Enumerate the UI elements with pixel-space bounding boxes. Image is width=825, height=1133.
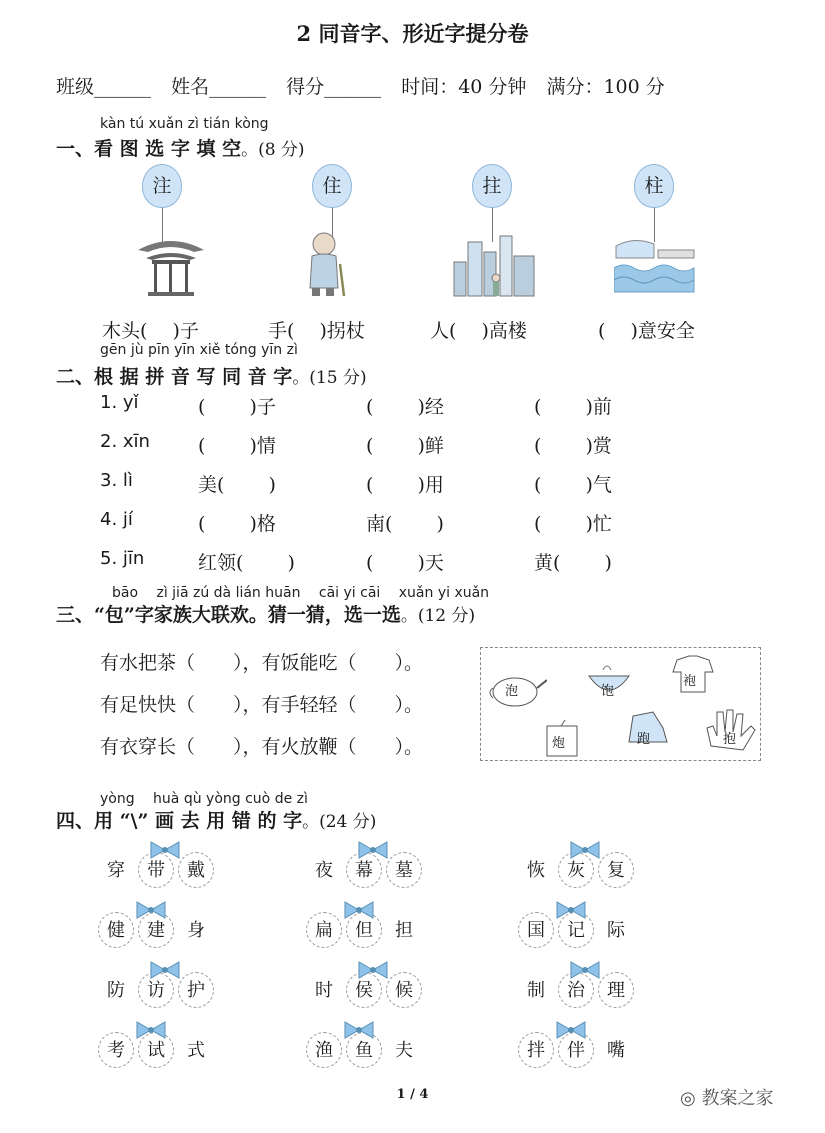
- bow-icon: [148, 840, 182, 860]
- blank-item[interactable]: ( )赏: [534, 435, 612, 457]
- bow-icon: [134, 1020, 168, 1040]
- blank-item[interactable]: ( )天: [366, 552, 444, 574]
- char-option[interactable]: 灰: [558, 852, 594, 888]
- char-option[interactable]: 访: [138, 972, 174, 1008]
- balloon-2: 拄: [472, 164, 512, 208]
- char-option[interactable]: 恢: [527, 860, 545, 881]
- page-number: 1 / 4: [396, 1087, 429, 1102]
- blank-item[interactable]: ( )鲜: [366, 435, 444, 457]
- char-option[interactable]: 治: [558, 972, 594, 1008]
- name-field[interactable]: 姓名______: [171, 76, 267, 98]
- s1-pinyin: kàn tú xuǎn zì tián kòng: [100, 116, 269, 132]
- char-group: [306, 852, 426, 892]
- s3-title: 三、“包”字家族大联欢。猜一猜，选一选: [56, 604, 401, 626]
- char-option[interactable]: 幕: [346, 852, 382, 888]
- blank-item[interactable]: ( )忙: [534, 513, 612, 535]
- char-option[interactable]: 但: [346, 912, 382, 948]
- bow-icon: [554, 900, 588, 920]
- robe-option[interactable]: [669, 652, 715, 692]
- header-info: [56, 72, 679, 99]
- pinyin-label: 2. xīn: [100, 431, 150, 452]
- page-title: 2 同音字、形近字提分卷: [296, 21, 529, 46]
- char-option[interactable]: 身: [187, 920, 205, 941]
- option-pao-robe: 袍: [683, 674, 697, 689]
- score-field[interactable]: 得分______: [286, 76, 382, 98]
- char-option[interactable]: 侯: [346, 972, 382, 1008]
- fill-blank-3[interactable]: ( )意安全: [598, 320, 695, 342]
- bow-icon: [554, 1020, 588, 1040]
- riddle-line-2[interactable]: 有衣穿长（ ），有火放鞭（ ）。: [100, 736, 424, 758]
- s3-points: 。(12 分): [400, 606, 476, 626]
- char-group: [98, 852, 218, 892]
- char-option[interactable]: 记: [558, 912, 594, 948]
- char-group: [98, 1032, 218, 1072]
- option-bao: 饱: [601, 684, 615, 699]
- char-option[interactable]: 带: [138, 852, 174, 888]
- blank-item[interactable]: 红领( ): [198, 552, 295, 574]
- char-option[interactable]: 拌: [518, 1032, 554, 1068]
- fill-blank-1[interactable]: 手( )拐杖: [268, 320, 365, 342]
- class-field[interactable]: 班级______: [56, 76, 152, 98]
- char-option[interactable]: 渔: [306, 1032, 342, 1068]
- char-option[interactable]: 伴: [558, 1032, 594, 1068]
- char-option[interactable]: 夜: [315, 860, 333, 881]
- teapot-option[interactable]: [487, 668, 533, 708]
- char-option[interactable]: 鱼: [346, 1032, 382, 1068]
- char-option[interactable]: 考: [98, 1032, 134, 1068]
- char-option[interactable]: 担: [395, 920, 413, 941]
- char-group: [306, 1032, 426, 1072]
- s1-heading: [56, 134, 305, 161]
- s2-points: 。(15 分): [292, 368, 367, 388]
- fill-blank-0[interactable]: 木头( )子: [102, 320, 199, 342]
- pinyin-label: 4. jí: [100, 509, 133, 530]
- s4-title: 四、用 “\” 画 去 用 错 的 字: [56, 810, 303, 832]
- char-option[interactable]: 护: [178, 972, 214, 1008]
- char-option[interactable]: 复: [598, 852, 634, 888]
- bow-icon: [356, 840, 390, 860]
- pinyin-label: 5. jīn: [100, 548, 145, 569]
- blank-item[interactable]: ( )用: [366, 474, 444, 496]
- old-man-with-cane-picture: [300, 230, 352, 298]
- time-label: 时间：40 分钟: [401, 76, 527, 98]
- balloon-3: 柱: [634, 164, 674, 208]
- char-group: [518, 972, 638, 1012]
- char-group: [306, 912, 426, 952]
- blank-item[interactable]: ( )前: [534, 396, 612, 418]
- char-option[interactable]: 制: [527, 980, 545, 1001]
- shoe-option[interactable]: [623, 708, 669, 748]
- blank-item[interactable]: 黄( ): [534, 552, 612, 574]
- option-bao-hug: 抱: [723, 732, 737, 747]
- bow-icon: [568, 840, 602, 860]
- bow-icon: [148, 960, 182, 980]
- blank-item[interactable]: ( )经: [366, 396, 444, 418]
- s2-pinyin: gēn jù pīn yīn xiě tóng yīn zì: [100, 342, 298, 358]
- bow-icon: [356, 960, 390, 980]
- waves-picture: [614, 236, 696, 294]
- option-pao-run: 跑: [637, 732, 651, 747]
- char-group: [518, 912, 638, 952]
- bow-icon: [568, 960, 602, 980]
- bow-icon: [342, 1020, 376, 1040]
- char-group: [518, 852, 638, 892]
- wechat-icon: ◎: [680, 1088, 696, 1109]
- char-option[interactable]: 试: [138, 1032, 174, 1068]
- s2-heading: [56, 362, 367, 389]
- char-option[interactable]: 建: [138, 912, 174, 948]
- char-option[interactable]: 际: [607, 920, 625, 941]
- riddle-line-0[interactable]: 有水把茶（ ），有饭能吃（ ）。: [100, 652, 424, 674]
- blank-item[interactable]: ( )气: [534, 474, 612, 496]
- char-option[interactable]: 夫: [395, 1040, 413, 1061]
- char-group: [98, 912, 218, 952]
- blank-item[interactable]: ( )情: [198, 435, 276, 457]
- blank-item[interactable]: ( )子: [198, 396, 276, 418]
- hand-option[interactable]: [703, 706, 749, 746]
- char-option[interactable]: 理: [598, 972, 634, 1008]
- char-option[interactable]: 扁: [306, 912, 342, 948]
- balloon-1: 住: [312, 164, 352, 208]
- s3-pinyin: bāo zì jiā zú dà lián huān cāi yi cāi xuǎn yi xuǎn: [112, 585, 490, 601]
- char-option[interactable]: 穿: [107, 860, 125, 881]
- option-paotea: 泡: [505, 684, 519, 699]
- full-score-label: 满分：100 分: [546, 76, 665, 98]
- options-box: [480, 647, 761, 761]
- fill-blank-2[interactable]: 人( )高楼: [430, 320, 527, 342]
- blank-item[interactable]: 美( ): [198, 474, 276, 496]
- char-option[interactable]: 时: [315, 980, 333, 1001]
- char-option[interactable]: 国: [518, 912, 554, 948]
- char-option[interactable]: 候: [386, 972, 422, 1008]
- bow-icon: [134, 900, 168, 920]
- char-group: [98, 972, 218, 1012]
- riddle-line-1[interactable]: 有足快快（ ），有手轻轻（ ）。: [100, 694, 424, 716]
- bow-icon: [342, 900, 376, 920]
- s4-points: 。(24 分): [302, 812, 377, 832]
- char-option[interactable]: 戴: [178, 852, 214, 888]
- char-option[interactable]: 式: [187, 1040, 205, 1061]
- s4-heading: [56, 806, 376, 833]
- s1-title: 一、看 图 选 字 填 空: [56, 138, 242, 160]
- char-option[interactable]: 健: [98, 912, 134, 948]
- char-option[interactable]: 防: [107, 980, 125, 1001]
- char-group: [518, 1032, 638, 1072]
- option-pao-cannon: 炮: [552, 736, 566, 751]
- char-option[interactable]: 嘴: [607, 1040, 625, 1061]
- char-option[interactable]: 墓: [386, 852, 422, 888]
- watermark: [680, 1084, 773, 1110]
- city-buildings-picture: [452, 232, 538, 298]
- blank-item[interactable]: 南( ): [366, 513, 444, 535]
- blank-item[interactable]: ( )格: [198, 513, 276, 535]
- bowl-option[interactable]: [585, 660, 631, 700]
- pinyin-label: 3. lì: [100, 470, 133, 491]
- s3-heading: [56, 600, 475, 627]
- s2-title: 二、根 据 拼 音 写 同 音 字: [56, 366, 293, 388]
- watermark-text: 教案之家: [701, 1088, 774, 1109]
- s4-pinyin: yòng huà qù yòng cuò de zì: [100, 791, 308, 807]
- pinyin-label: 1. yǐ: [100, 392, 139, 413]
- s1-points: 。(8 分): [241, 140, 305, 160]
- pavilion-picture: [136, 228, 206, 298]
- char-group: [306, 972, 426, 1012]
- firecracker-option[interactable]: [543, 720, 589, 760]
- balloon-0: 注: [142, 164, 182, 208]
